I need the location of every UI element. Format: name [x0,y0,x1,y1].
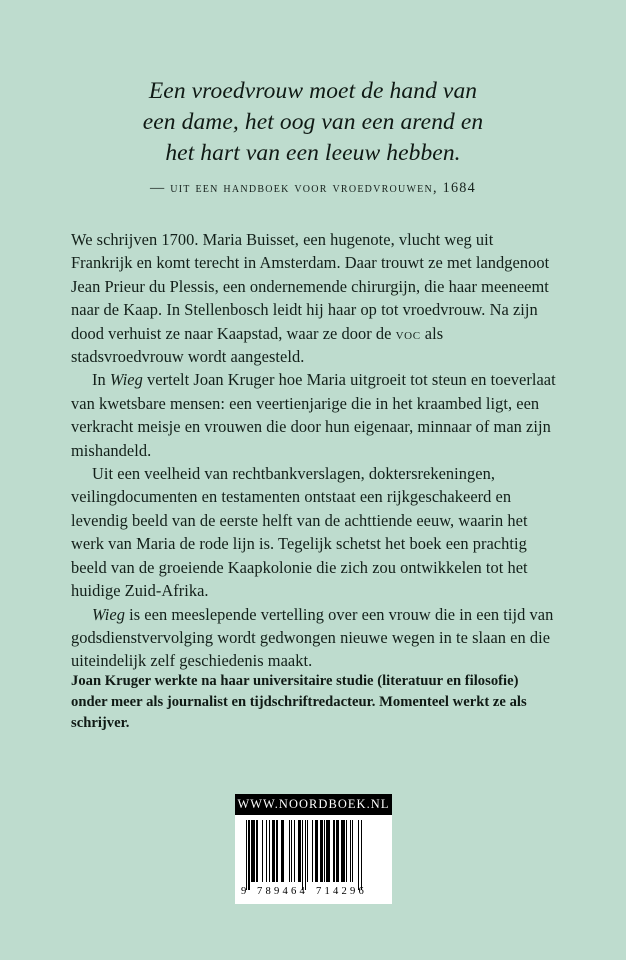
book-title-mention: Wieg [109,370,143,390]
barcode-digit-group: 714296 [316,886,367,897]
barcode-digits [241,886,386,900]
epigraph-source: — uit een handboek voor vroedvrouwen, 1684 [150,180,476,196]
barcode-digit-group: 789464 [257,886,308,897]
epigraph [71,76,555,197]
ean13-barcode [235,815,392,904]
blurb-paragraph-4: Wieg is een meeslepende vertelling over een vrouw die in een tijd van godsdienstvervolging wordt gedwongen nieuwe wegen in te slaan en die uiteindelijk zelf geschiedenis maakt. [71,604,554,671]
epigraph-line-3: het hart van een leeuw hebben. [165,140,461,166]
epigraph-line-2: een dame, het oog van een arend en [142,109,484,135]
abbreviation-voc: voc [395,323,421,343]
barcode-digit-group: 9 [241,886,247,897]
book-title-mention: Wieg [92,604,125,624]
blurb-paragraph-1: We schrijven 1700. Maria Buisset, een hugenote, vlucht weg uit Frankrijk en komt terecht in Amsterdam. Daar trouwt ze met landgenoot Jean Prieur du Plessis, een ondernemende chirurgijn, die haar meeneemt naar de Kaap. In Stellenbosch leidt hij haar op tot vroedvrouw. Na zijn dood verhuist ze naar Kaapstad, waar ze door de voc als stadsvroedvrouw wordt aangesteld. [71,230,550,367]
blurb-paragraph-2: In Wieg vertelt Joan Kruger hoe Maria uitgroeit tot steun en toeverlaat van kwetsbare mensen: een veertienjarige die in het kraambed ligt, een verkracht meisje en vrouwen die door hun eigenaar, minnaar of man zijn mishandeld. [71,370,556,460]
blurb-paragraph-3: Uit een veelheid van rechtbankverslagen, doktersrekeningen, veilingdocumenten en testamenten ontstaat een rijkgeschakeerd en levendig beeld van de eerste helft van de achttiende eeuw, waarin het werk van Maria de rode lijn is. Tegelijk schetst het boek een prachtig beeld van de groeiende Kaapkolonie die zich zou ontwikkelen tot het huidige Zuid-Afrika. [71,464,528,601]
blurb-text [71,228,557,673]
barcode-bar [361,820,362,890]
author-bio: Joan Kruger werkte na haar universitaire studie (literatuur en filosofie) onder meer als journalist en tijdschriftredacteur. Momenteel werkt ze als schrijver. [71,673,527,731]
barcode-bars [246,820,362,890]
barcode-block [235,794,392,904]
publisher-website-label: WWW.NOORDBOEK.NL [235,794,392,815]
epigraph-line-1: Een vroedvrouw moet de hand van [148,78,478,104]
